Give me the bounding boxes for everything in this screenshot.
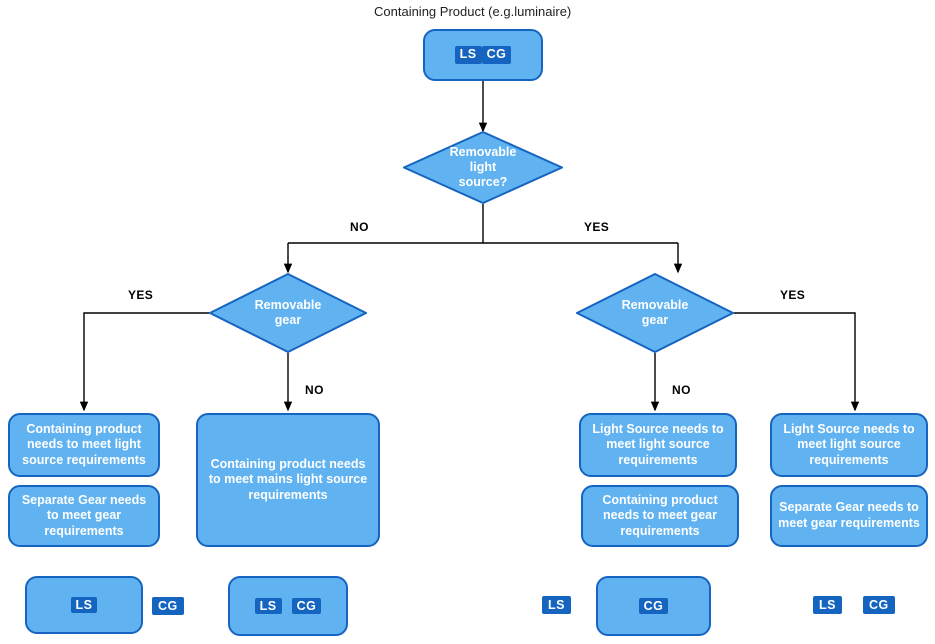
legend-box-ls-cg[interactable] [228,576,348,636]
chip-cg: CG [639,598,669,614]
outcome-left-mains-light-source-requirements[interactable]: Containing product needs to meet mains light source requirements [196,413,380,547]
legend-chip-ls: LS [542,596,571,614]
decision-removable-gear-right[interactable] [576,273,734,353]
outcome-left-light-source-requirements[interactable]: Containing product needs to meet light source requirements [8,413,160,477]
decision-removable-gear-right-label: Removable gear [621,298,689,327]
legend-box-ls[interactable] [25,576,143,634]
legend-chip-cg-2: CG [863,596,895,614]
edge-label-left-no: NO [305,383,324,397]
chip-ls: LS [71,597,98,613]
edge-label-root-no: NO [350,220,369,234]
decision-removable-light-source-label: Removable light source? [449,145,517,189]
outcome-right-containing-product-gear-requirements[interactable]: Containing product needs to meet gear requirements [581,485,739,547]
edge-label-root-yes: YES [584,220,610,234]
decision-removable-gear-left[interactable] [209,273,367,353]
page-title: Containing Product (e.g.luminaire) [374,4,572,19]
edge-label-right-no: NO [672,383,691,397]
chip-cg: CG [482,46,512,64]
chip-ls: LS [455,46,482,64]
outcome-left-separate-gear-requirements[interactable]: Separate Gear needs to meet gear requirements [8,485,160,547]
legend-chip-ls-2: LS [813,596,842,614]
legend-box-cg[interactable] [596,576,711,636]
chip-ls: LS [255,598,282,614]
legend-chip-cg: CG [152,597,184,615]
edge-label-left-yes: YES [128,288,154,302]
decision-removable-light-source[interactable] [403,131,563,204]
edge-label-right-yes: YES [780,288,806,302]
outcome-right-yes-light-source-requirements[interactable]: Light Source needs to meet light source requirements [770,413,928,477]
decision-removable-gear-left-label: Removable gear [254,298,322,327]
outcome-right-yes-separate-gear-requirements[interactable]: Separate Gear needs to meet gear requirements [770,485,928,547]
chip-cg: CG [292,598,322,614]
outcome-right-light-source-requirements[interactable]: Light Source needs to meet light source requirements [579,413,737,477]
node-containing-product[interactable] [423,29,543,81]
